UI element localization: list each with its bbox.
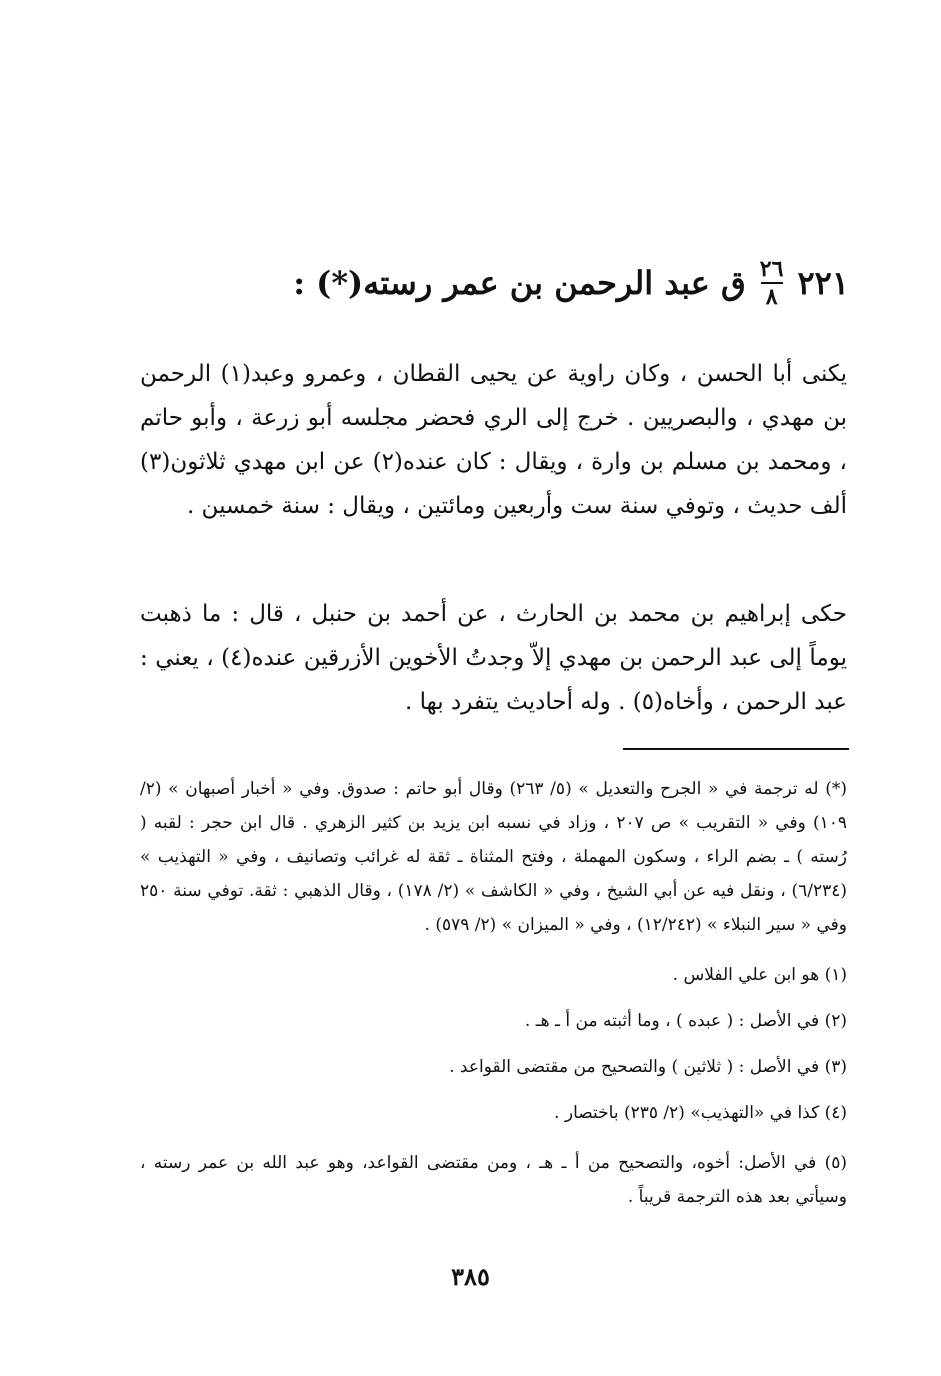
body-paragraph-1: يكنى أبا الحسن ، وكان راوية عن يحيى القطان ، وعمرو وعبد(١) الرحمن بن مهدي ، والبصريين . خرج إلى الري فحضر مجلسه أبو زرعة ، وأبو حاتم ، ومحمد بن مسلم بن وارة ، ويقال : كان عنده(٢) عن ابن مهدي ثلاثون(٣) ألف حديث ، وتوفي سنة ست وأربعين ومائتين ، ويقال : سنة خمسين .: [140, 361, 847, 519]
footnote-1: (١) هو ابن علي الفلاس .: [672, 965, 847, 985]
footnote-3: (٣) في الأصل : ( ثلاثين ) والتصحيح من مقتضى القواعد .: [449, 1057, 847, 1077]
footnote-4: (٤) كذا في «التهذيب» (٢/ ٢٣٥) باختصار .: [554, 1103, 847, 1123]
entry-title: ق عبد الرحمن بن عمر رسته(*) :: [293, 264, 746, 302]
entry-fraction: [760, 258, 784, 308]
footnote-separator: [623, 748, 849, 750]
footnote-2: (٢) في الأصل : ( عبده ) ، وما أثبته من أ ـ هـ .: [524, 1011, 847, 1031]
fraction-top: ٢٦: [759, 256, 784, 282]
footnote-5: (٥) في الأصل: أخوه، والتصحيح من أ ـ هـ ، ومن مقتضى القواعد، وهو عبد الله بن عمر رسته ، وسيأتي بعد هذه الترجمة قريباً .: [140, 1153, 847, 1207]
fraction-bottom: ٨: [765, 284, 778, 310]
body-paragraph-2: حكى إبراهيم بن محمد بن الحارث ، عن أحمد بن حنبل ، قال : ما ذهبت يوماً إلى عبد الرحمن بن مهدي إلاّ وجدتُ الأخوين الأزرقين عنده(٤) ، يعني : عبد الرحمن ، وأخاه(٥) . وله أحاديث يتفرد بها .: [140, 601, 848, 715]
entry-heading: [293, 258, 849, 308]
entry-number: ٢٢١: [797, 264, 849, 302]
footnote-star: (*) له ترجمة في « الجرح والتعديل » (٥/ ٢٦٣) وقال أبو حاتم : صدوق. وفي « أخبار أصبهان » (٢/ ١٠٩) وفي « التقريب » ص ٢٠٧ ، وزاد في نسبه ابن يزيد بن كثير الزهري . قال ابن حجر : لقبه ( رُسته ) ـ بضم الراء ، وسكون المهملة ، وفتح المثناة ـ ثقة له غرائب وتصانيف ، وفي « التهذيب » (٦/٢٣٤) ، ونقل فيه عن أبي الشيخ ، وفي « الكاشف » (٢/ ١٧٨) ، وقال الذهبي : ثقة. توفي سنة ٢٥٠ وفي « سير النبلاء » (١٢/٢٤٢) ، وفي « الميزان » (٢/ ٥٧٩) .: [140, 779, 847, 935]
page-number: ٣٨٥: [451, 1262, 490, 1291]
